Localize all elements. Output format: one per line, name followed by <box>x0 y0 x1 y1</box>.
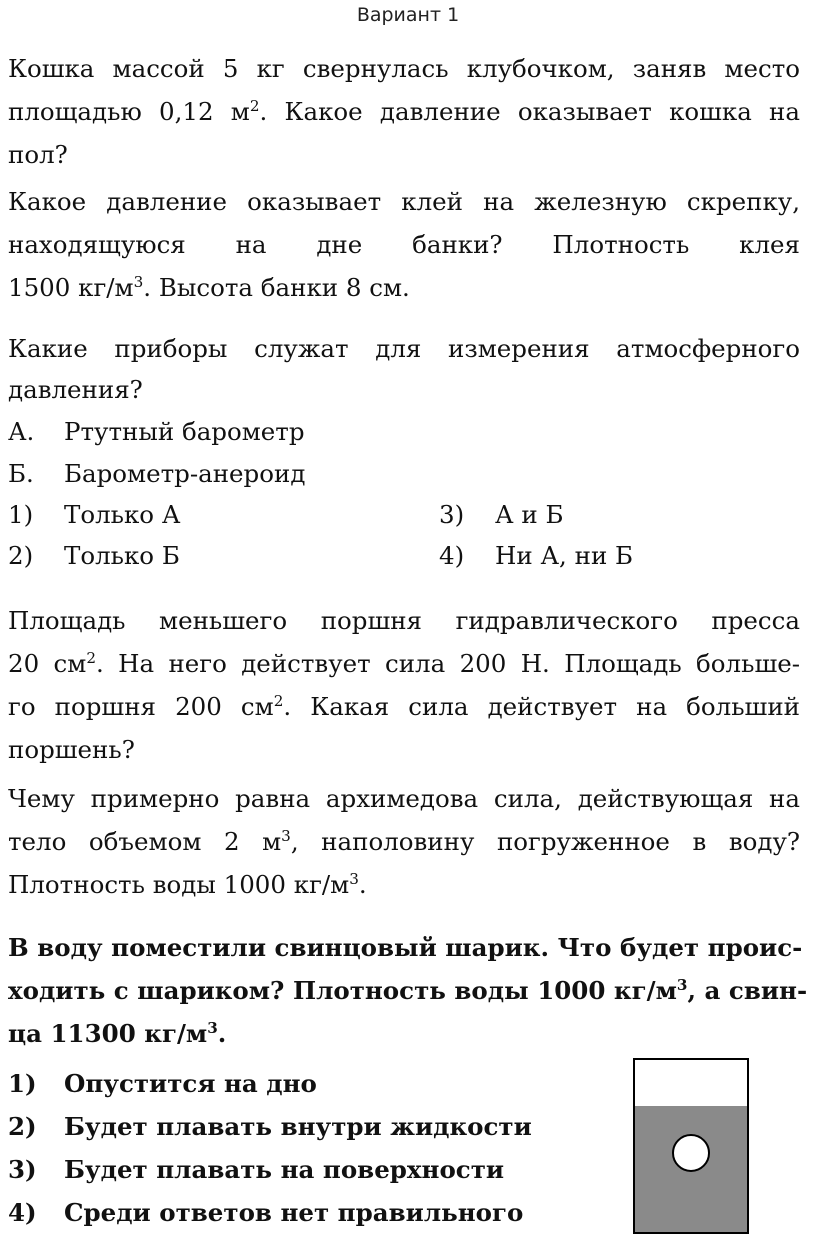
question-6-line-2: ходить с шариком? Плотность воды 1000 $кг/м^3$, а свин- <box>8 975 808 1005</box>
question-1-line-2: площадью 0,12 $м^2$. Какое давление оказывает кошка на <box>8 96 800 126</box>
question-4-line-2: 20 $см^2$. На него действует сила 200 Н. Площадь больше- <box>8 648 800 678</box>
answer-3: 3) А и Б <box>439 500 564 529</box>
question-2-line-3: 1500 $кг/м^3$. Высота банки 8 см. <box>8 272 410 302</box>
question-5-line-1: Чему примерно равна архимедова сила, действующая на <box>8 784 800 813</box>
question-5 <box>8 777 800 863</box>
question-6-line-3: ца 11300 $кг/м^3$. <box>8 1018 227 1048</box>
page-title: Вариант 1 <box>356 4 460 26</box>
question-4-line-3: го поршня 200 $см^2$. Какая сила действует на больший <box>8 691 800 721</box>
option-a: А. Ртутный барометр <box>8 417 305 446</box>
question-2-line-2: находящуюся на дне банки? Плотность клея <box>8 230 800 259</box>
q6-answer-2: 2) Будет плавать внутри жидкости <box>8 1112 532 1141</box>
question-2 <box>8 180 800 266</box>
question-4 <box>8 599 800 728</box>
question-5-line-3: Плотность воды 1000 $кг/м^3$. <box>8 869 367 899</box>
question-6-line-1: В воду поместили свинцовый шарик. Что будет проис- <box>8 933 803 962</box>
question-1-line-3: пол? <box>8 140 68 169</box>
answer-4: 4) Ни А, ни Б <box>439 541 634 570</box>
question-4-line-1: Площадь меньшего поршня гидравлического пресса <box>8 606 800 635</box>
question-3-line-1: Какие приборы служат для измерения атмосферного <box>8 334 800 363</box>
question-1 <box>8 47 800 133</box>
lead-ball <box>672 1134 710 1172</box>
option-b: Б. Барометр-анероид <box>8 459 306 488</box>
question-6 <box>8 926 808 1012</box>
answer-2: 2) Только Б <box>8 541 180 570</box>
water-layer <box>635 1106 747 1232</box>
question-4-line-4: поршень? <box>8 735 135 764</box>
vessel-figure <box>633 1058 749 1234</box>
question-1-line-1: Кошка массой 5 кг свернулась клубочком, заняв место <box>8 54 800 83</box>
question-5-line-2: тело объемом 2 $м^3$, наполовину погруженное в воду? <box>8 826 800 856</box>
question-2-line-1: Какое давление оказывает клей на железную скрепку, <box>8 187 800 216</box>
answer-1: 1) Только А <box>8 500 181 529</box>
q6-answer-1: 1) Опустится на дно <box>8 1069 317 1098</box>
q6-answer-4: 4) Среди ответов нет правильного <box>8 1198 524 1227</box>
q6-answer-3: 3) Будет плавать на поверхности <box>8 1155 505 1184</box>
question-3-line-2: давления? <box>8 375 143 404</box>
